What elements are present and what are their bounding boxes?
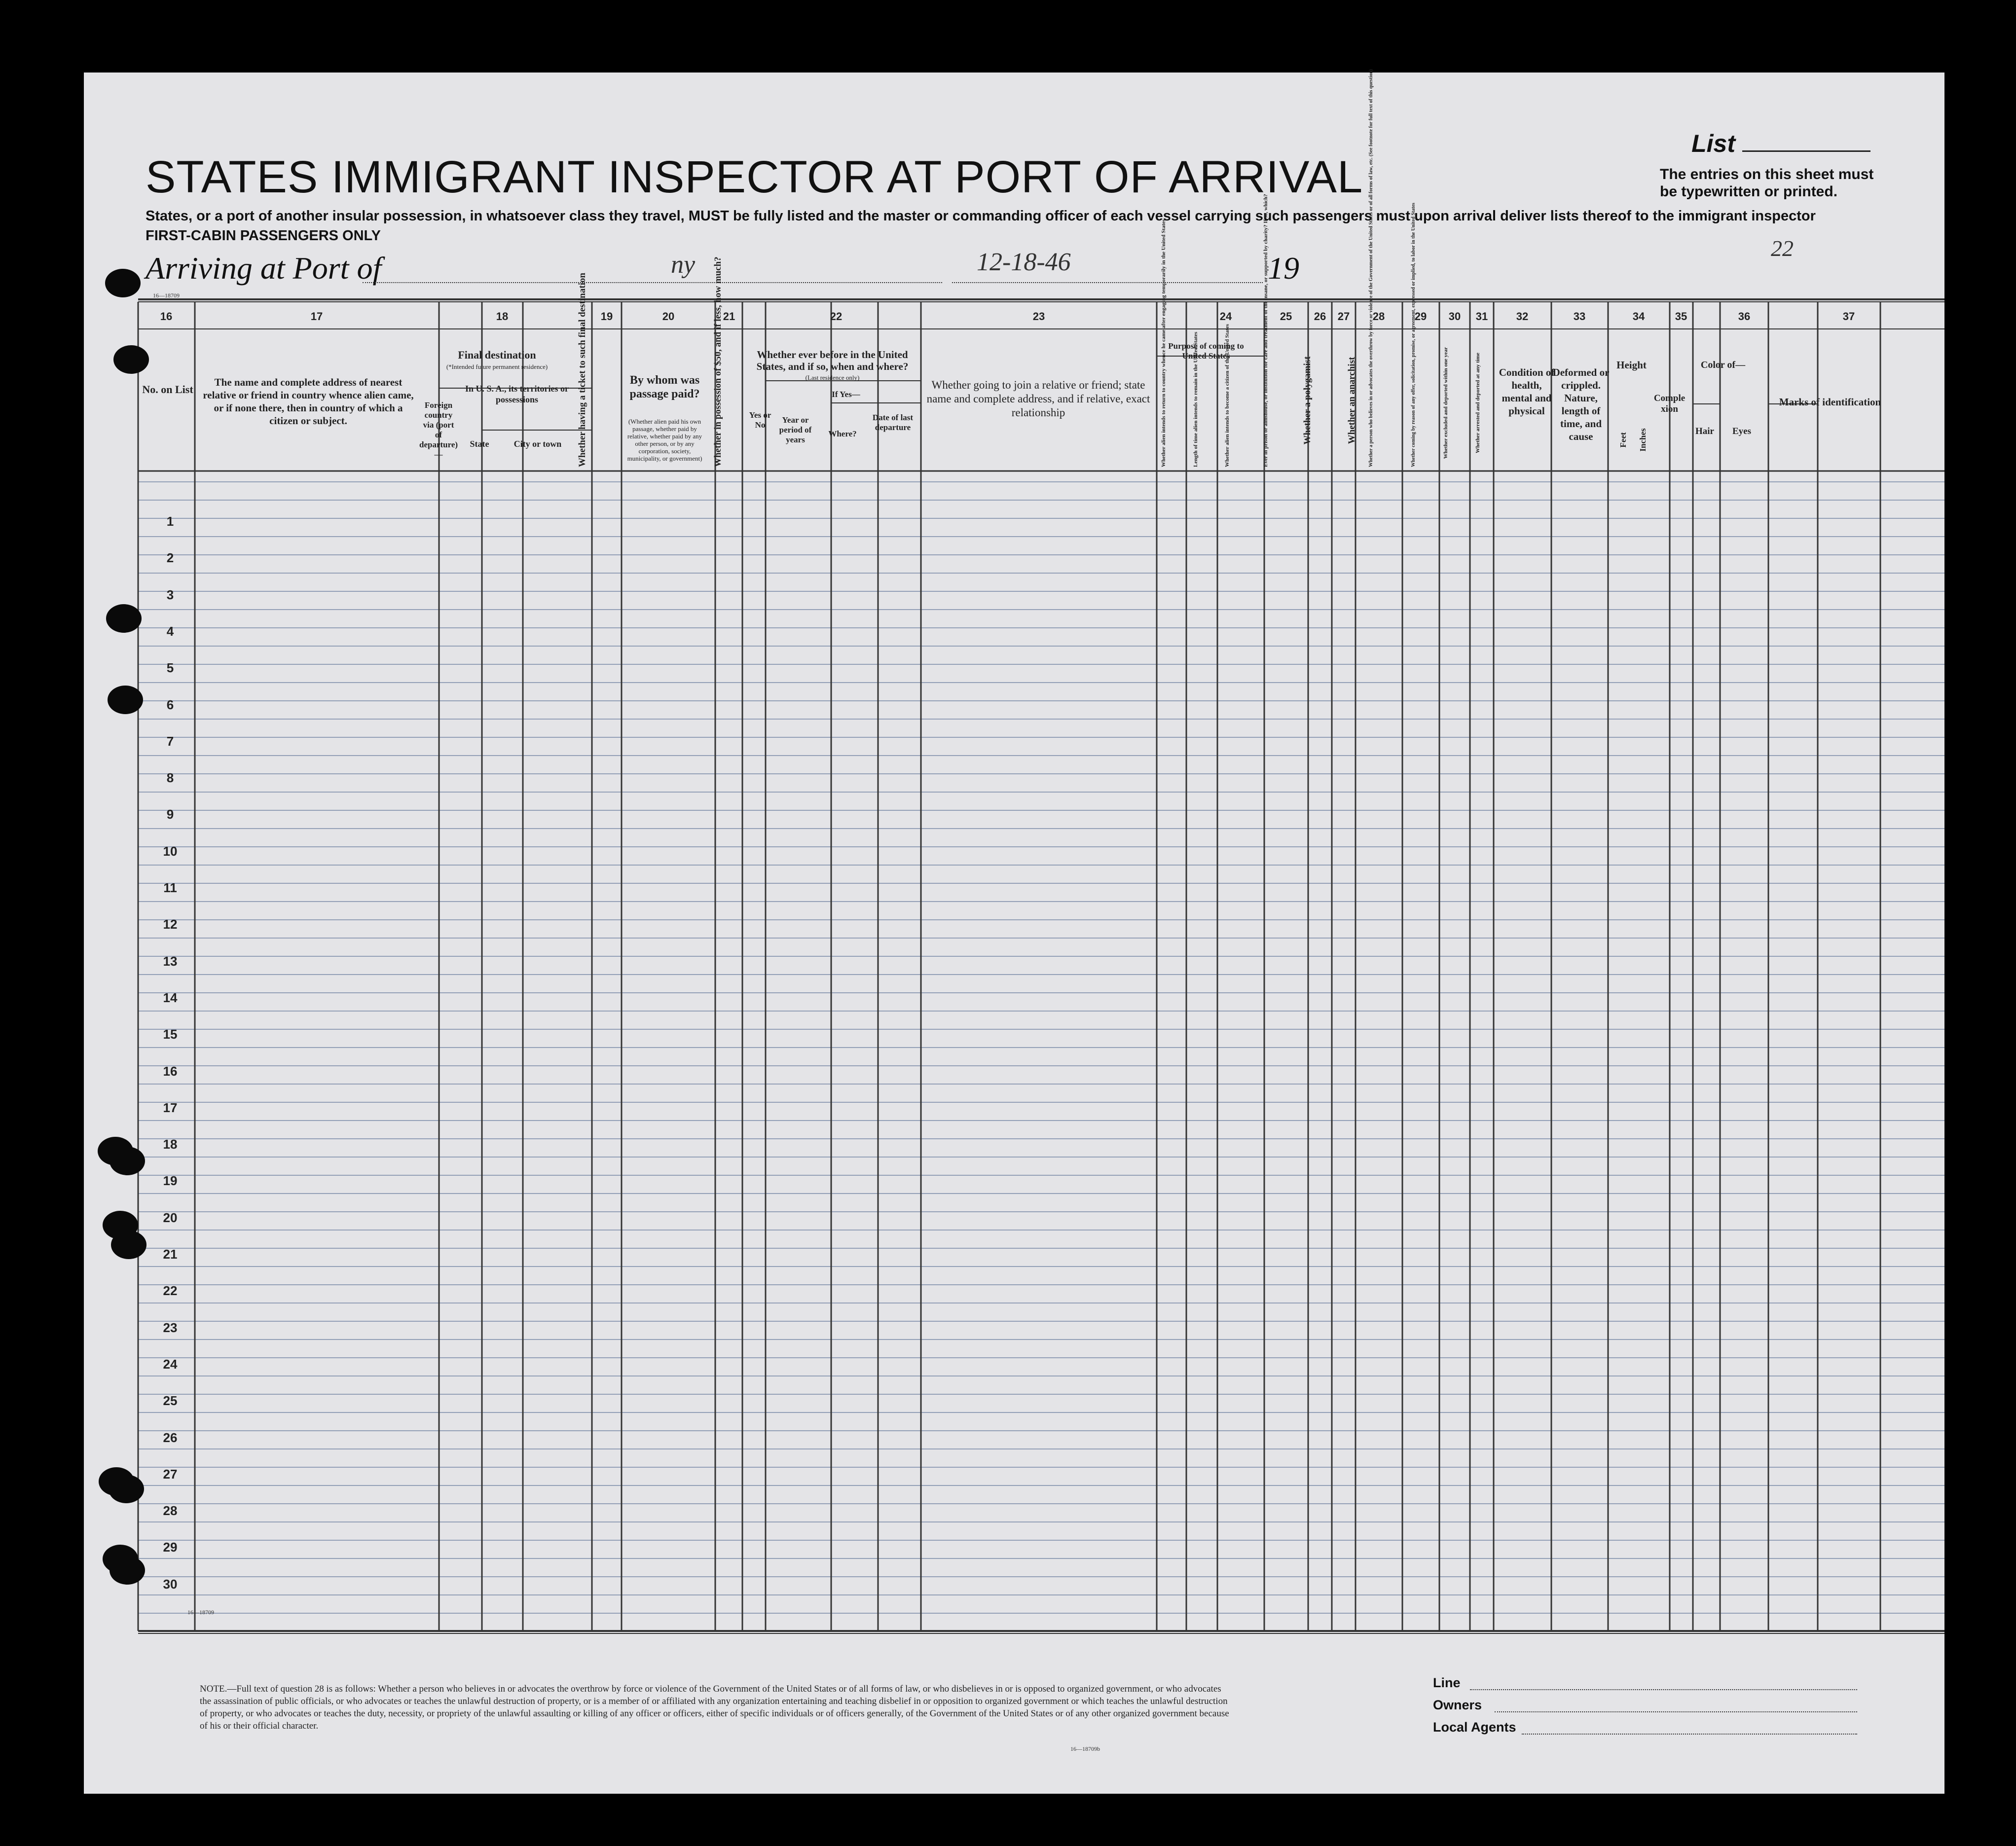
row-number: 2: [166, 550, 174, 566]
col-16-header: No. on List: [142, 383, 193, 396]
row-number: 14: [163, 990, 178, 1005]
column-number-21: 21: [723, 310, 735, 323]
class-note: FIRST-CABIN PASSENGERS ONLY: [146, 228, 381, 244]
col-27-header: Whether an anarchist: [1347, 357, 1357, 444]
col-36-header: Color of—: [1700, 360, 1746, 370]
row-number: 9: [166, 807, 174, 822]
local-agents-field: [1522, 1734, 1857, 1735]
col-30-header: Whether excluded and deported within one year: [1443, 347, 1449, 459]
column-number-20: 20: [662, 310, 675, 323]
owners-label: Owners: [1433, 1698, 1482, 1712]
manifest-sheet: [84, 69, 1944, 1794]
form-code-top: 16—18709: [153, 292, 180, 299]
list-label: List: [1691, 130, 1735, 157]
footnote-code: 16—18709b: [1070, 1745, 1100, 1752]
col-32-header: Condition of health, mental and physical: [1499, 366, 1555, 417]
binder-hole: [106, 604, 142, 633]
column-number-36: 36: [1738, 310, 1751, 323]
column-number-31: 31: [1475, 310, 1488, 323]
row-number: 1: [166, 514, 174, 529]
col-28-header: Whether a person who believes in or advocates the overthrow by force or violence of the Government of the United States or of all forms of law, etc. (See footnote for full text of this question): [1368, 69, 1374, 467]
row-number: 20: [163, 1210, 178, 1225]
column-number-23: 23: [1032, 310, 1045, 323]
binder-hole: [110, 1556, 145, 1585]
col-34-header: Height: [1616, 359, 1647, 371]
row-number: 3: [166, 587, 174, 602]
column-number-34: 34: [1632, 310, 1645, 323]
footnote: [200, 1683, 1231, 1732]
row-number: 25: [163, 1393, 178, 1409]
col-18-usa: In U. S. A., its territories or possessions: [465, 384, 569, 404]
col-22-yes-no: Yes or No: [749, 410, 771, 430]
row-number: 16: [163, 1063, 178, 1079]
column-number-35: 35: [1675, 310, 1687, 323]
column-number-33: 33: [1573, 310, 1586, 323]
col-20-header: By whom was passage paid?: [629, 374, 700, 400]
row-number: 30: [163, 1576, 178, 1592]
binder-hole: [105, 269, 141, 297]
col-18-sublabel: (*Intended future permanent residence): [446, 363, 548, 370]
col-31-header: Whether arrested and deported at any time: [1475, 353, 1481, 453]
year-prefix: 19: [1268, 251, 1299, 286]
row-number: 5: [166, 660, 174, 676]
col-36-eyes: Eyes: [1732, 426, 1751, 436]
row-number: 11: [163, 880, 177, 895]
col-33-header: Deformed or crippled. Nature, length of time, and cause: [1552, 366, 1610, 442]
row-number: 17: [163, 1100, 178, 1115]
col-23-header: Whether going to join a relative or friend; state name and complete address, and if relative, exact relationship: [926, 379, 1150, 419]
col-22-year: Year or period of years: [779, 415, 812, 444]
column-number-24: 24: [1219, 310, 1232, 323]
col-20-sublabel: (Whether alien paid his own passage, whether paid by relative, whether paid by any other person, or by any corporation, society, municipality, or government): [627, 418, 702, 462]
local-agents-label: Local Agents: [1433, 1720, 1516, 1735]
col-19-header: Whether having a ticket to such final destination: [577, 273, 587, 467]
entries-note-1: The entries on this sheet must: [1660, 166, 1874, 182]
row-number: 18: [163, 1137, 178, 1152]
col-22-header: Whether ever before in the United States, and if so, when and where?: [756, 349, 909, 372]
col-24-header: Purpose of coming to United States: [1168, 341, 1244, 361]
binder-hole: [110, 1147, 145, 1175]
col-26-header: Whether a polygamist: [1302, 356, 1313, 445]
table-grid: [84, 69, 1944, 1794]
column-number-19: 19: [600, 310, 613, 323]
col-22-if-yes: If Yes—: [832, 390, 860, 399]
col-24-sub3: Whether alien intends to become a citizen of the United States: [1224, 324, 1230, 467]
binder-hole: [109, 1475, 144, 1503]
column-number-18: 18: [496, 310, 509, 323]
column-number-29: 29: [1414, 310, 1427, 323]
col-17-header: The name and complete address of nearest relative or friend in country whence alien came, or if none there, then in country of which a citizen or subject.: [203, 376, 414, 427]
sheet-number: 22: [1771, 236, 1794, 261]
footnote-text: NOTE.—Full text of question 28 is as follows: Whether a person who believes in or advocates the overthrow by force or violence of the Government of the United States or of all forms of law, or who disbelieves in or is opposed to organized government, or who advocates the assassination of public officials, or who advocates or teaches the unlawful destruction of property, or is a member of or affiliated with any organization entertaining and teaching disbelief in or opposition to organized government or which teaches the unlawful destruction of property, or who advocates or teaches the duty, necessity, or propriety of the unlawful assaulting or killing of any officer or officers, either of specific individuals or of officers generally, of the Government of the United States or of any other organized government because of his or their official character.: [200, 1684, 1229, 1731]
row-number: 10: [163, 843, 178, 859]
row-number: 28: [163, 1503, 178, 1519]
row-number: 8: [166, 770, 174, 786]
row-number: 7: [166, 733, 174, 749]
row-number: 23: [163, 1320, 178, 1335]
col-29-header: Whether coming by reason of any offer, solicitation, promise, or agreement, expressed or implied, to labor in the United States: [1411, 203, 1416, 467]
form-code-bottom: 16—18709: [187, 1609, 214, 1616]
col-18-foreign: Foreign country via (port of departure)—: [419, 400, 458, 459]
owners-field: [1495, 1711, 1857, 1712]
col-24-sub1: Whether alien intends to return to country whence he came after engaging temporarily in the United States: [1161, 219, 1167, 467]
row-number: 27: [163, 1466, 178, 1482]
column-number-28: 28: [1372, 310, 1385, 323]
col-21-header: Whether in possession of $50, and if less, how much?: [713, 256, 723, 467]
arriving-label: Arriving at Port of: [146, 251, 382, 286]
row-number: 6: [166, 697, 174, 712]
column-number-22: 22: [830, 310, 843, 323]
row-number: 21: [163, 1247, 178, 1262]
page-title: STATES IMMIGRANT INSPECTOR AT PORT OF ARRIVAL: [146, 152, 1363, 202]
col-22-sublabel: (Last residence only): [805, 374, 860, 381]
col-36-hair: Hair: [1695, 426, 1714, 436]
row-number: 24: [163, 1356, 178, 1372]
column-number-30: 30: [1448, 310, 1461, 323]
col-18-header: Final destination: [458, 349, 536, 361]
entries-note-2: be typewritten or printed.: [1660, 183, 1838, 200]
col-25-header: Ever in prison or almshouse, or institution for care and treatment of the insane, or supported by charity? If so, which?: [1263, 194, 1269, 467]
row-number: 13: [163, 953, 178, 969]
row-number: 26: [163, 1430, 178, 1445]
subtitle: States, or a port of another insular possession, in whatsoever class they travel, MUST be fully listed and the master or commanding officer of each vessel carrying such passengers must upon arrival deliver lists thereof to the immigrant inspector: [146, 208, 1816, 224]
column-number-26: 26: [1314, 310, 1326, 323]
col-35-header: Complexion: [1653, 393, 1686, 414]
line-field: [1470, 1689, 1857, 1690]
binder-hole: [113, 345, 149, 374]
line-label: Line: [1433, 1675, 1461, 1690]
row-number: 15: [163, 1027, 178, 1042]
col-22-where: Where?: [828, 429, 857, 438]
column-number-32: 32: [1516, 310, 1529, 323]
date-handwritten: 12-18-46: [977, 248, 1071, 276]
col-18-state: State: [470, 439, 489, 449]
col-37-header: Marks of identification: [1779, 396, 1881, 408]
col-24-sub2: Length of time alien intends to remain in the United States: [1193, 331, 1199, 467]
row-number: 4: [166, 623, 174, 639]
col-22-date-dep: Date of last departure: [872, 413, 914, 432]
port-handwritten: ny: [671, 251, 696, 279]
column-number-17: 17: [310, 310, 323, 323]
row-number: 29: [163, 1540, 178, 1555]
col-34-feet: Feet: [1618, 432, 1628, 448]
binder-hole: [108, 686, 143, 714]
col-34-inches: Inches: [1638, 428, 1648, 452]
row-number: 12: [163, 917, 178, 932]
column-number-16: 16: [160, 310, 173, 323]
col-18-city: City or town: [513, 439, 562, 449]
column-number-27: 27: [1337, 310, 1350, 323]
row-number: 22: [163, 1283, 178, 1299]
column-number-37: 37: [1842, 310, 1855, 323]
column-number-25: 25: [1280, 310, 1292, 323]
row-number: 19: [163, 1173, 178, 1189]
binder-hole: [111, 1231, 147, 1259]
